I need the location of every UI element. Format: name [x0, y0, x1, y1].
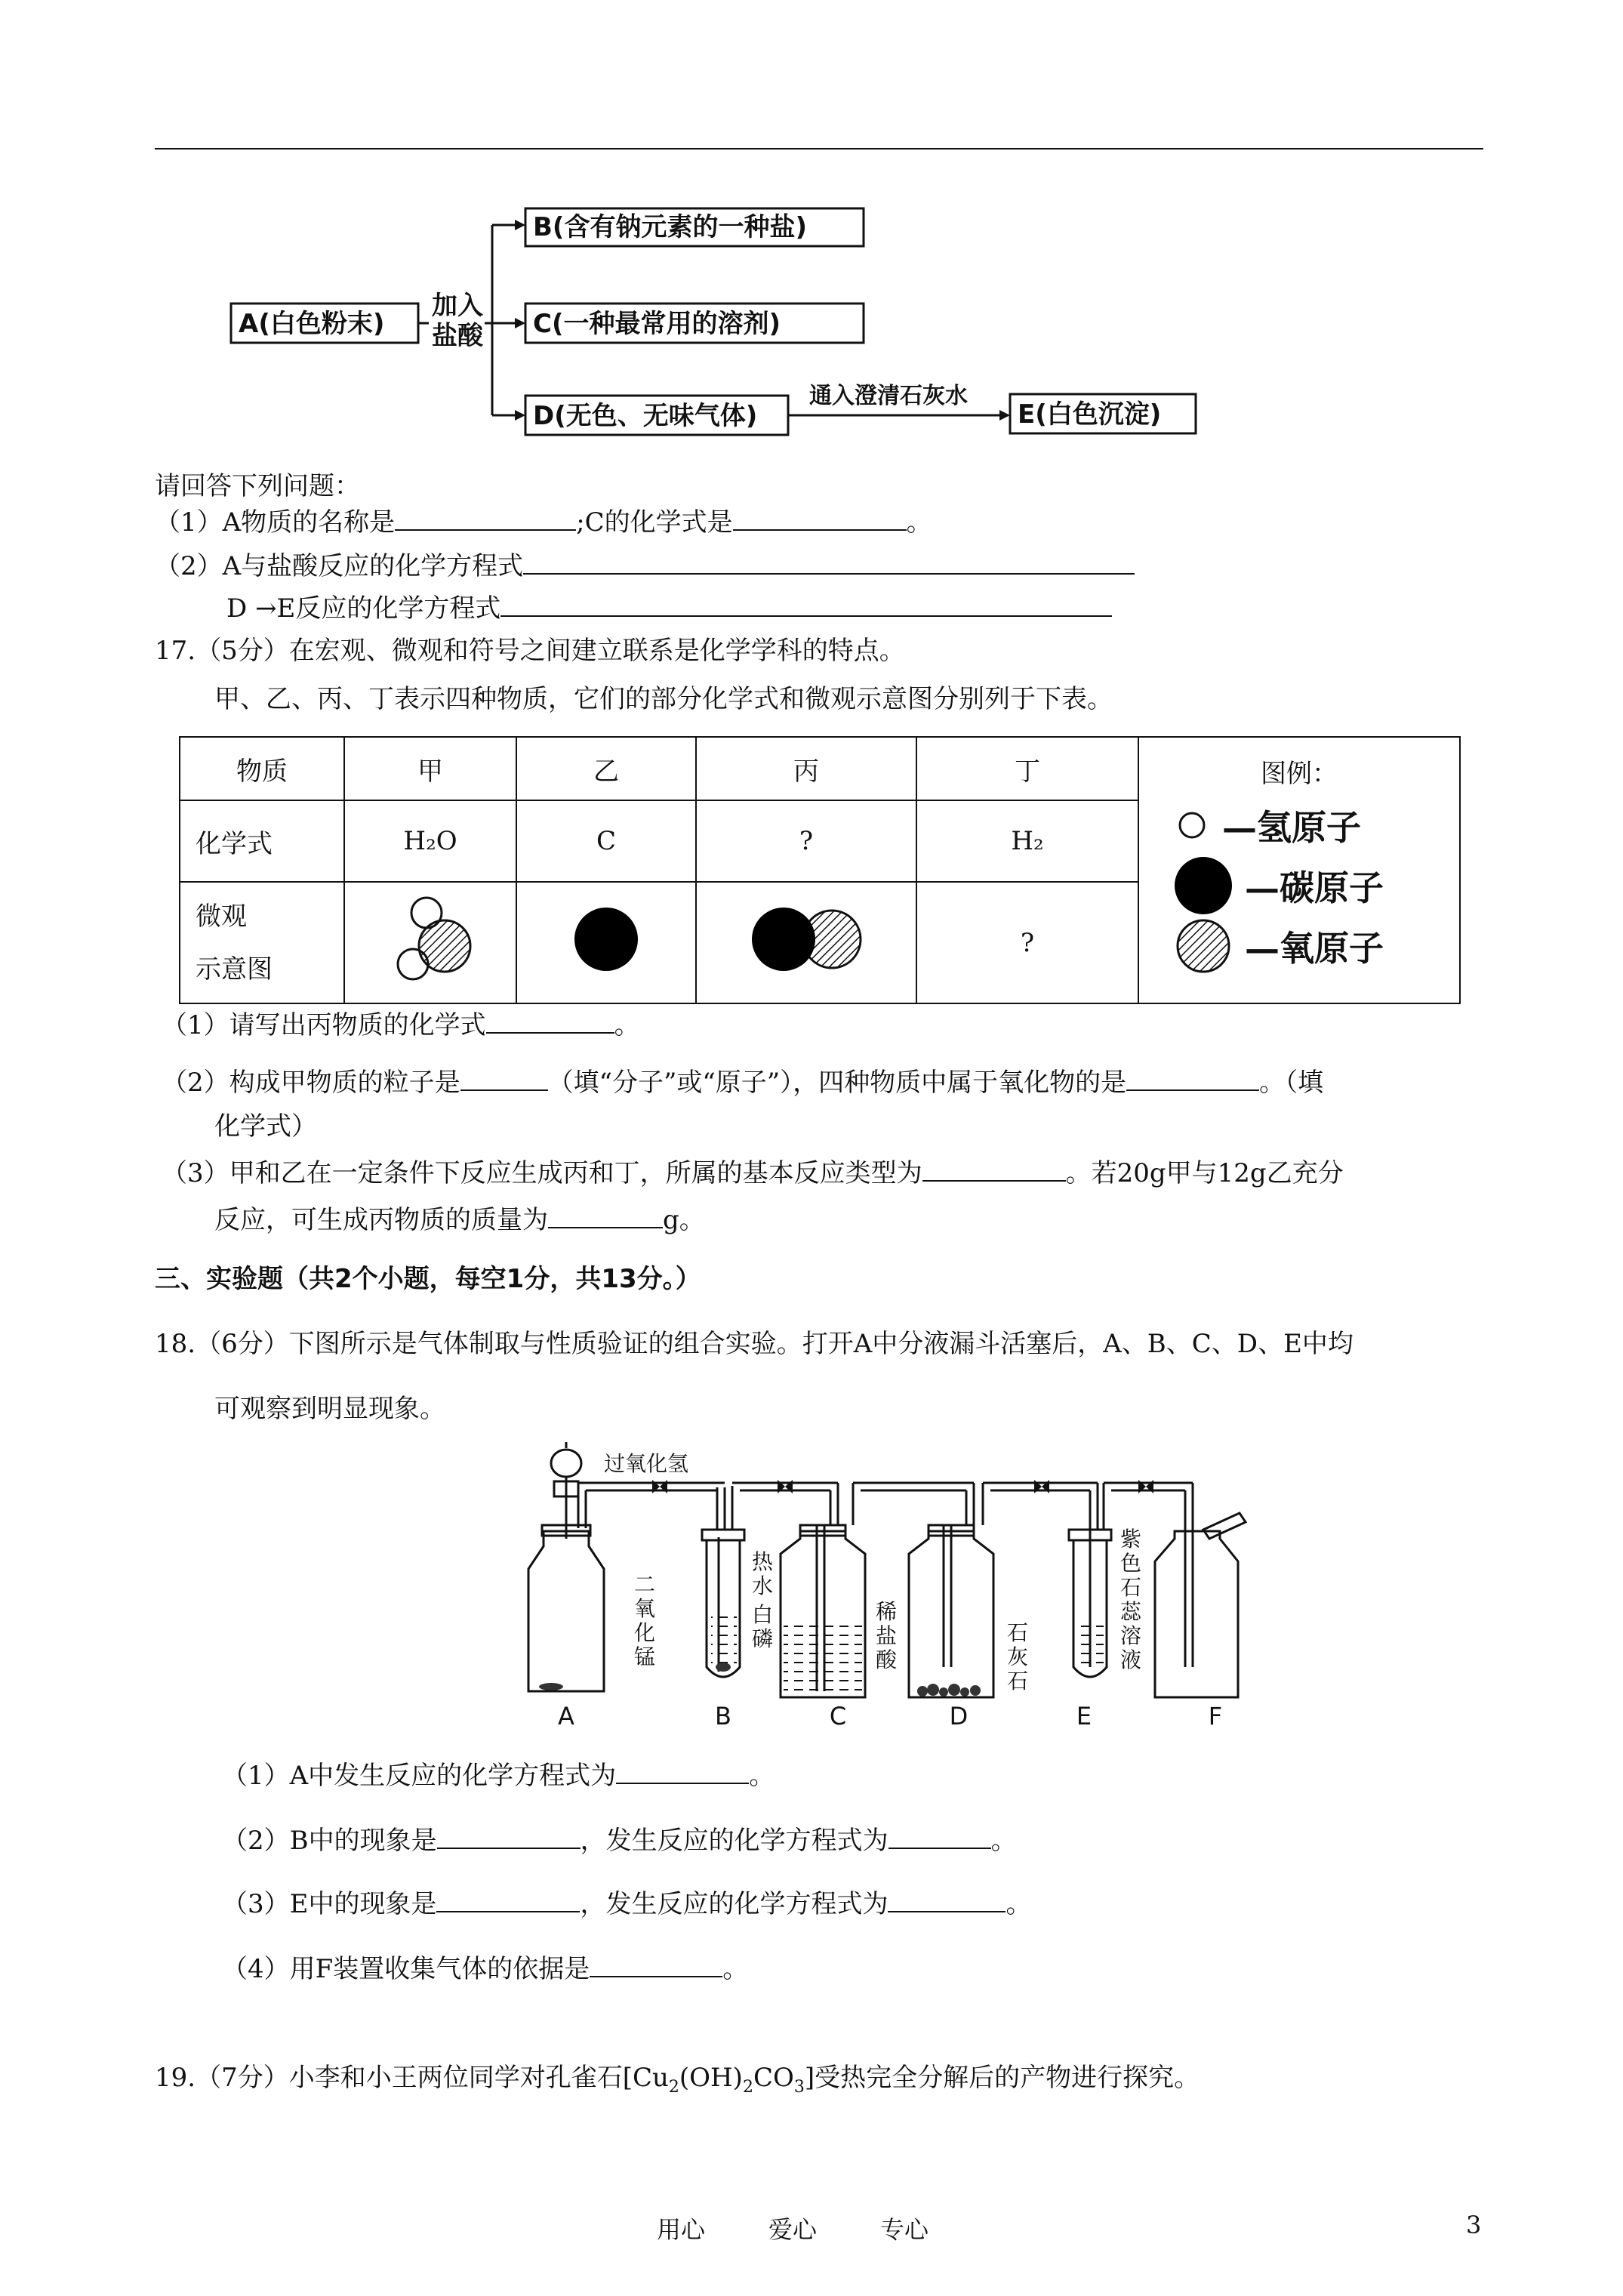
q17-p3-text-c: 反应，可生成丙物质的质量为: [214, 1205, 548, 1235]
glass-plate: [1203, 1513, 1246, 1539]
q17-part3: [162, 1157, 1344, 1190]
legend-oxygen: [1139, 916, 1459, 976]
label-ls-3: 石: [1007, 1669, 1029, 1693]
col-header-jia: 甲: [344, 737, 516, 800]
reaction-flow-diagram: [226, 204, 1223, 438]
q18-part2: [222, 1824, 1017, 1857]
q17-part3-cont: [214, 1203, 705, 1237]
q16-intro: 请回答下列问题：: [155, 471, 360, 501]
q16-p2-text: （2）A与盐酸反应的化学方程式: [155, 551, 524, 581]
label-c: C: [829, 1702, 847, 1730]
q18-p1-text-a: （1）A中发生反应的化学方程式为: [222, 1761, 617, 1791]
hot-water-b: [711, 1611, 737, 1669]
litmus-solution-e: [1076, 1619, 1104, 1669]
label-b: B: [715, 1702, 731, 1730]
q17-p2-text-b: （填“分子”或“原子”），四种物质中属于氧化物的是: [547, 1068, 1127, 1098]
section-3-heading: 三、实验题（共2个小题，每空1分，共13分。）: [155, 1264, 701, 1294]
q18-p3-text-c: 。: [1006, 1889, 1032, 1919]
label-p-2: 磷: [752, 1626, 774, 1651]
legend-cell: [1138, 737, 1460, 1003]
q18-p3-text-b: ，发生反应的化学方程式为: [580, 1889, 888, 1919]
answer-blank[interactable]: [395, 507, 576, 531]
flow-b-text: B(含有钠元素的一种盐): [533, 212, 807, 242]
flask-a: [528, 1531, 604, 1691]
answer-blank[interactable]: [590, 1953, 722, 1977]
carbon-monoxide-molecule-icon: [731, 894, 882, 985]
carbon-atom-icon: [1169, 855, 1237, 916]
label-mno2-4: 锰: [634, 1644, 656, 1669]
label-mno2-1: 二: [634, 1572, 656, 1597]
q17-p3-text-d: g。: [663, 1205, 705, 1235]
q17-part2: [162, 1066, 1323, 1099]
dilute-hcl-c: [784, 1619, 862, 1694]
q18-p2-text-c: 。: [990, 1826, 1017, 1856]
label-litmus-4: 蕊: [1120, 1599, 1142, 1624]
q18-p3-text-a: （3）E中的现象是: [222, 1889, 437, 1919]
answer-blank[interactable]: [437, 1825, 581, 1849]
answer-blank[interactable]: [523, 550, 1135, 575]
flow-acid-text: 盐酸: [432, 321, 483, 351]
q17-p2-text-d: 化学式）: [214, 1111, 317, 1142]
q16-part1: [155, 506, 932, 539]
answer-blank[interactable]: [733, 507, 907, 531]
flow-e-text: E(白色沉淀): [1018, 399, 1162, 430]
q17-part1: [162, 1009, 640, 1042]
flask-f: [1155, 1531, 1238, 1697]
footer-word-3: 专心: [880, 2215, 929, 2244]
mno2-solid: [539, 1683, 563, 1690]
label-water-2: 水: [752, 1573, 774, 1598]
flow-a-text: A(白色粉末): [239, 309, 385, 339]
footer-word-2: 爱心: [768, 2215, 818, 2244]
separatory-funnel: [551, 1450, 581, 1477]
label-hcl-2: 盐: [876, 1623, 898, 1648]
apparatus-diagram: [521, 1441, 1276, 1735]
page-number: 3: [1466, 2211, 1482, 2239]
formula-ding: H₂: [916, 800, 1138, 882]
q17-p1-text-a: （1）请写出丙物质的化学式: [162, 1010, 486, 1040]
q19-text-c: CO: [753, 2063, 794, 2093]
hydrogen-atom-icon: [1169, 803, 1215, 848]
micro-yi: [516, 882, 696, 1003]
micro-bing: [696, 882, 916, 1003]
label-ls-1: 石: [1007, 1620, 1029, 1645]
legend-hydrogen-label: —氢原子: [1222, 807, 1361, 848]
q17-p3-text-b: 。若20g甲与12g乙充分: [1065, 1158, 1344, 1188]
substance-table: [179, 736, 1461, 1004]
label-litmus-5: 溶: [1120, 1623, 1142, 1648]
formula-yi: C: [516, 800, 696, 882]
q19-text-a: 19.（7分）小李和小王两位同学对孔雀石[Cu: [155, 2063, 669, 2093]
label-d: D: [949, 1702, 969, 1730]
q17-p3-text-a: （3）甲和乙在一定条件下反应生成丙和丁，所属的基本反应类型为: [162, 1158, 922, 1188]
q16-part2: [155, 550, 1135, 583]
legend-oxygen-label: —氧原子: [1245, 928, 1384, 969]
q17-p2-text-c: 。（填: [1259, 1068, 1324, 1098]
q18-p2-text-a: （2）B中的现象是: [222, 1826, 437, 1856]
micro-jia: [344, 882, 516, 1003]
carbon-atom-icon: [561, 894, 651, 985]
q18-part4: [222, 1952, 748, 1986]
label-f: F: [1208, 1702, 1223, 1730]
label-mno2-2: 氧: [634, 1596, 656, 1621]
q19-sub-1: 2: [668, 2077, 679, 2097]
answer-blank[interactable]: [922, 1157, 1066, 1182]
answer-blank[interactable]: [486, 1009, 614, 1034]
label-h2o2: 过氧化氢: [604, 1451, 689, 1476]
row-label-micro-1: 微观: [196, 901, 247, 932]
q18-title-cont: 可观察到明显现象。: [214, 1394, 445, 1424]
header-rule: [155, 148, 1483, 149]
answer-blank[interactable]: [460, 1067, 548, 1091]
flow-d-text: D(无色、无味气体): [533, 401, 758, 431]
col-header-yi: 乙: [516, 737, 696, 800]
label-hcl-3: 酸: [876, 1647, 898, 1672]
label-p-1: 白: [752, 1602, 774, 1627]
answer-blank[interactable]: [436, 1888, 580, 1912]
flow-c-text: C(一种最常用的溶剂): [533, 309, 781, 339]
flow-add-text: 加入: [432, 291, 483, 321]
q18-title: 18.（6分）下图所示是气体制取与性质验证的组合实验。打开A中分液漏斗活塞后，A、B、C、D、E中均: [155, 1329, 1354, 1359]
footer-word-1: 用心: [657, 2215, 706, 2244]
q18-p2-text-b: ，发生反应的化学方程式为: [580, 1826, 888, 1856]
answer-blank[interactable]: [548, 1204, 663, 1228]
answer-blank[interactable]: [1126, 1067, 1259, 1091]
label-ls-2: 灰: [1007, 1644, 1029, 1669]
q16-p1-text-c: 。: [906, 507, 932, 538]
q17-p2-text-a: （2）构成甲物质的粒子是: [162, 1068, 460, 1098]
legend-carbon: [1139, 855, 1459, 916]
q19-text-b: (OH): [679, 2063, 743, 2093]
answer-blank[interactable]: [500, 593, 1112, 617]
row-label-formula: 化学式: [180, 800, 344, 882]
q19-text-d: ]受热完全分解后的产物进行探究。: [804, 2063, 1200, 2093]
q16-p1-text-a: （1）A物质的名称是: [155, 507, 396, 538]
oxygen-atom-icon: [1169, 916, 1237, 976]
label-litmus-2: 色: [1120, 1551, 1142, 1576]
col-header-bing: 丙: [696, 737, 916, 800]
flow-pass-text: 通入澄清石灰水: [809, 383, 968, 409]
formula-jia: H₂O: [344, 800, 516, 882]
q19-title: [155, 2061, 1200, 2104]
row-label-micro: [180, 882, 344, 1003]
col-header-ding: 丁: [916, 737, 1138, 800]
label-hcl-1: 稀: [876, 1599, 898, 1624]
label-a: A: [558, 1702, 574, 1730]
q16-p1-text-b: ;C的化学式是: [576, 507, 733, 538]
q17-p1-text-b: 。: [614, 1010, 640, 1040]
q18-p4-text-a: （4）用F装置收集气体的依据是: [222, 1954, 590, 1984]
label-mno2-3: 化: [634, 1620, 656, 1645]
formula-bing: ?: [696, 800, 916, 882]
q18-p1-text-b: 。: [749, 1761, 775, 1791]
label-e: E: [1076, 1702, 1092, 1730]
q19-sub-2: 2: [742, 2077, 753, 2097]
q16-part3: [226, 592, 1112, 625]
q17-intro: 甲、乙、丙、丁表示四种物质，它们的部分化学式和微观示意图分别列于下表。: [214, 684, 1113, 714]
q18-part1: [222, 1759, 775, 1792]
q19-sub-3: 3: [793, 2077, 805, 2097]
label-litmus-6: 液: [1120, 1647, 1142, 1672]
legend-hydrogen: [1139, 795, 1459, 855]
label-litmus-3: 石: [1120, 1575, 1142, 1600]
q17-title: 17.（5分）在宏观、微观和符号之间建立联系是化学学科的特点。: [155, 636, 905, 666]
row-label-micro-2: 示意图: [196, 954, 273, 985]
label-water-1: 热: [752, 1549, 774, 1574]
water-molecule-icon: [374, 883, 487, 996]
q18-part3: [222, 1888, 1031, 1921]
col-header-substance: 物质: [180, 737, 344, 800]
legend-carbon-label: —碳原子: [1245, 868, 1384, 908]
micro-ding: ?: [916, 882, 1138, 1003]
legend-title: 图例：: [1261, 759, 1338, 789]
answer-blank[interactable]: [888, 1888, 1006, 1912]
q18-p4-text-b: 。: [722, 1954, 749, 1984]
answer-blank[interactable]: [888, 1825, 991, 1849]
q16-p3-text: D →E反应的化学方程式: [226, 593, 501, 624]
answer-blank[interactable]: [616, 1760, 749, 1784]
label-litmus-1: 紫: [1120, 1527, 1142, 1552]
